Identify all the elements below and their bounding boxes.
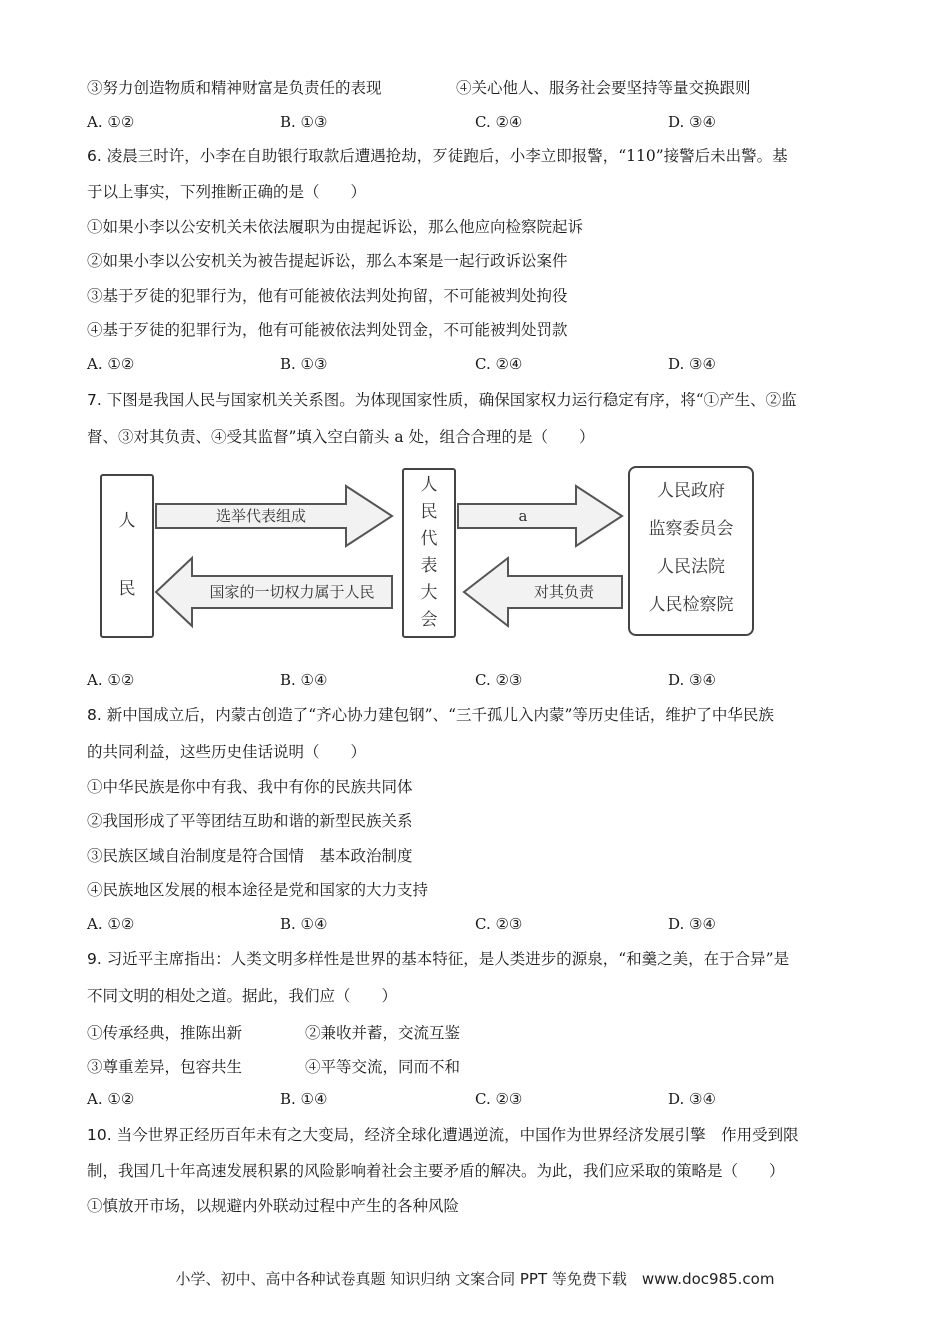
congress-char-2: 民 [420, 502, 438, 522]
q6-statement-4: ④基于歹徒的犯罪行为，他有可能被依法判处罚金，不可能被判处罚款 [87, 321, 568, 339]
q9-statement-4: ④平等交流，同而不和 [305, 1058, 461, 1076]
q6-text: 凌晨三时许，小李在自助银行取款后遭遇抢劫，歹徒跑后，小李立即报警，“110”接警后未出警。基 [106, 147, 788, 165]
question-number: 8. [87, 706, 102, 724]
q10-text: 当今世界正经历百年未有之大变局，经济全球化遭遇逆流，中国作为世界经济发展引擎 作用受到限 [116, 1126, 799, 1144]
q6-options [87, 355, 887, 377]
q5-statement-4: ④关心他人、服务社会要坚持等量交换跟则 [456, 79, 751, 97]
people-char-1: 人 [118, 511, 136, 531]
q9-stem-line1 [87, 949, 789, 969]
people-box [100, 474, 154, 638]
option-c[interactable]: C. ②③ [475, 1090, 523, 1108]
question-number: 10. [87, 1126, 112, 1144]
organ-court: 人民法院 [657, 557, 725, 577]
q5-statement-3: ③努力创造物质和精神财富是负责任的表现 [87, 79, 382, 97]
q6-stem-line2: 于以上事实，下列推断正确的是（ ） [87, 183, 367, 201]
option-c[interactable]: C. ②④ [475, 113, 523, 131]
q10-statement-1: ①慎放开市场，以规避内外联动过程中产生的各种风险 [87, 1197, 460, 1215]
q9-options [87, 1090, 887, 1112]
congress-char-3: 代 [420, 529, 438, 549]
option-c[interactable]: C. ②③ [475, 915, 523, 933]
q8-statement-4: ④民族地区发展的根本途径是党和国家的大力支持 [87, 881, 429, 899]
q8-statement-1: ①中华民族是你中有我、我中有你的民族共同体 [87, 778, 413, 796]
q8-statement-2: ②我国形成了平等团结互助和谐的新型民族关系 [87, 812, 413, 830]
q9-statement-3: ③尊重差异，包容共生 [87, 1058, 243, 1076]
q9-text: 习近平主席指出：人类文明多样性是世界的基本特征，是人类进步的源泉，“和羹之美，在于合异”是 [106, 950, 790, 968]
arrow-label-a: a [518, 507, 528, 525]
option-a[interactable]: A. ①② [87, 355, 135, 373]
congress-char-4: 表 [420, 556, 438, 576]
q8-options [87, 915, 887, 937]
congress-char-1: 人 [420, 475, 438, 495]
congress-box [402, 468, 456, 638]
arrow-label-elect: 选举代表组成 [215, 507, 306, 525]
q7-text: 下图是我国人民与国家机关关系图。为体现国家性质，确保国家权力运行稳定有序，将“①产生、②监 [106, 391, 797, 409]
option-a[interactable]: A. ①② [87, 1090, 135, 1108]
q6-stem-line1 [87, 146, 788, 166]
option-b[interactable]: B. ①③ [280, 355, 328, 373]
congress-char-6: 会 [420, 610, 438, 630]
q6-statement-1: ①如果小李以公安机关未依法履职为由提起诉讼，那么他应向检察院起诉 [87, 218, 584, 236]
q7-stem-line1 [87, 390, 797, 410]
option-b[interactable]: B. ①③ [280, 113, 328, 131]
option-a[interactable]: A. ①② [87, 113, 135, 131]
option-d[interactable]: D. ③④ [668, 355, 716, 373]
option-b[interactable]: B. ①④ [280, 915, 328, 933]
option-a[interactable]: A. ①② [87, 671, 135, 689]
option-b[interactable]: B. ①④ [280, 671, 328, 689]
option-c[interactable]: C. ②④ [475, 355, 523, 373]
q10-stem-line1 [87, 1125, 799, 1145]
option-d[interactable]: D. ③④ [668, 671, 716, 689]
organ-supervisory-commission: 监察委员会 [648, 519, 734, 539]
q7-options [87, 671, 887, 693]
q5-options [87, 113, 887, 135]
q9-statement-1: ①传承经典，推陈出新 [87, 1024, 243, 1042]
q8-stem-line1 [87, 705, 774, 725]
question-number: 6. [87, 147, 102, 165]
option-b[interactable]: B. ①④ [280, 1090, 328, 1108]
q8-statement-3: ③民族区域自治制度是符合国情 基本政治制度 [87, 847, 413, 865]
organ-procuratorate: 人民检察院 [648, 595, 734, 615]
q8-text: 新中国成立后，内蒙古创造了“齐心协力建包钢”、“三千孤儿入内蒙”等历史佳话，维护了中华民族 [106, 706, 774, 724]
question-number: 9. [87, 950, 102, 968]
option-c[interactable]: C. ②③ [475, 671, 523, 689]
arrow-label-power: 国家的一切权力属于人民 [209, 583, 375, 601]
question-number: 7. [87, 391, 102, 409]
q6-statement-3: ③基于歹徒的犯罪行为，他有可能被依法判处拘留，不可能被判处拘役 [87, 287, 568, 305]
option-d[interactable]: D. ③④ [668, 915, 716, 933]
option-d[interactable]: D. ③④ [668, 113, 716, 131]
state-organs-box [628, 466, 754, 636]
q10-stem-line2: 制，我国几十年高速发展积累的风险影响着社会主要矛盾的解决。为此，我们应采取的策略是（ ） [87, 1162, 785, 1180]
q7-stem-line2: 督、③对其负责、④受其监督”填入空白箭头 a 处，组合合理的是（ ） [87, 428, 595, 446]
q9-statement-2: ②兼收并蓄，交流互鉴 [305, 1024, 461, 1042]
congress-char-5: 大 [420, 583, 438, 603]
option-a[interactable]: A. ①② [87, 915, 135, 933]
option-d[interactable]: D. ③④ [668, 1090, 716, 1108]
people-char-2: 民 [118, 579, 136, 599]
relationship-diagram [96, 464, 756, 644]
q9-stem-line2: 不同文明的相处之道。据此，我们应（ ） [87, 987, 398, 1005]
arrow-label-responsible: 对其负责 [533, 583, 594, 601]
q6-statement-2: ②如果小李以公安机关为被告提起诉讼，那么本案是一起行政诉讼案件 [87, 252, 568, 270]
footer-download-note: 小学、初中、高中各种试卷真题 知识归纳 文案合同 PPT 等免费下载 www.doc985.com [175, 1270, 775, 1288]
q8-stem-line2: 的共同利益，这些历史佳话说明（ ） [87, 743, 367, 761]
organ-government: 人民政府 [657, 481, 725, 501]
